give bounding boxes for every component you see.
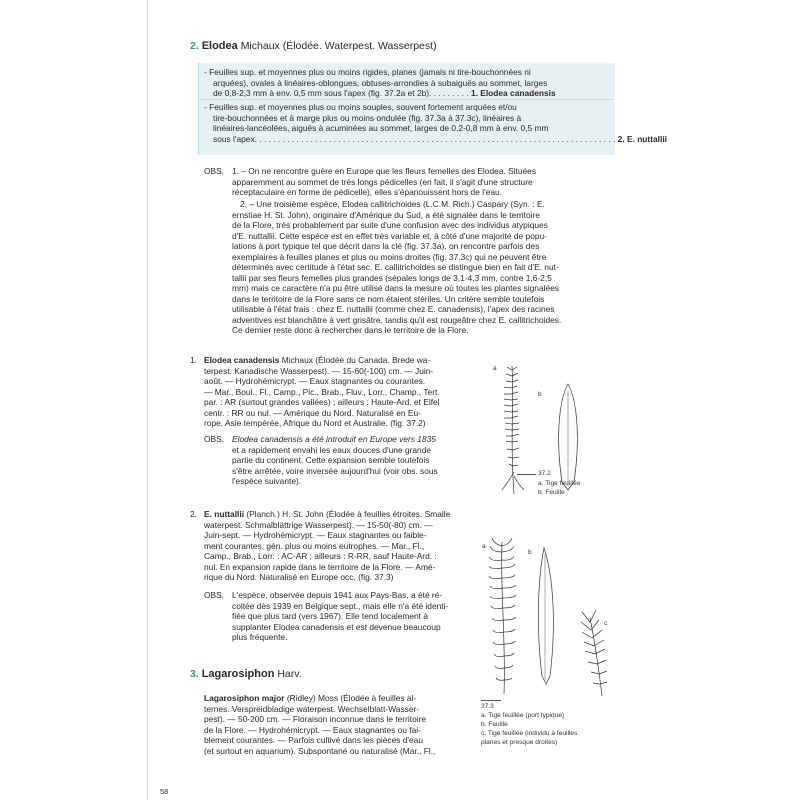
figure-caption: b. Feuille xyxy=(481,721,508,728)
section-number: 2. xyxy=(190,40,199,52)
species-number: 2. xyxy=(190,509,197,519)
figure-caption: b. Feuille xyxy=(538,489,565,496)
figure-letter: c xyxy=(604,620,608,627)
obs-line: l'espèce suivante). xyxy=(232,476,302,486)
obs-line: L'espèce, observée depuis 1941 aux Pays-Bas, a été ré- xyxy=(232,590,443,600)
species-entry-line: (et surtout en aquarium). Subspontané ou naturalisé (Mar., Fl., xyxy=(204,745,436,756)
species-entry-line: Lagarosiphon major (Ridley) Moss (Élodée à feuilles al- xyxy=(204,693,417,703)
species-entry-line: waterpest. Schmalblättrige Wasserpest). — 15-50(-80) cm. — xyxy=(204,519,433,530)
obs-line: apparemment au sommet de très longs pédicelles (en fait, il s'agit d'une structure xyxy=(232,176,533,187)
species-name: Elodea canadensis xyxy=(204,355,280,365)
obs-line: déterminés avec certitude à l'état sec. E. callitrichoides se distingue bien en fait d'E. nut- xyxy=(232,262,559,272)
species-entry-line: E. nuttallii (Planch.) H. St. John (Élodée à feuilles étroites. Smalle xyxy=(204,509,451,519)
obs-label: OBS. xyxy=(204,166,225,176)
obs-line: fiée que plus tard (vers 1967). Elle tend localement à xyxy=(232,611,428,621)
species-entry-line: ternes. Verspreidbladige waterpest. Wechselblatt-Wasser- xyxy=(204,703,420,714)
figure-caption: a. Tige feuillée xyxy=(538,480,581,487)
figure-letter: b xyxy=(538,391,542,398)
obs-line: d'E. nuttallii. Cette espèce est en effet très variable et, à côté d'une majorité de popu- xyxy=(232,230,547,241)
obs-line: partie du continent. Cette expansion semble toutefois xyxy=(232,455,430,465)
section-heading-elodea xyxy=(190,40,437,53)
species-number: 1. xyxy=(190,355,197,365)
species-entry-line: nul. En expansion rapide dans le territoire de la Flore. — Amé- xyxy=(204,561,436,572)
key-b-line: linéaires-lancéolées, aiguës à acuminées au sommet, larges de 0,2-0,8 mm à env. 0,5 mm xyxy=(213,123,549,133)
obs-line: 1. – On ne rencontre guère en Europe que les fleurs femelles des Elodea. Situées xyxy=(232,166,537,176)
species-entry-line: par. : AR (surtout grandes vallées) ; ailleurs : Haute-Ard. et Eifel xyxy=(204,397,440,407)
key-b-line: - Feuilles sup. et moyennes plus ou moins souples, souvent fortement arquées et/ou xyxy=(204,102,517,112)
page-number: 58 xyxy=(160,787,169,796)
obs-line: utilisable à l'état frais : chez E. nuttallii (comme chez E. canadensis), l'apex des racines xyxy=(232,304,555,314)
obs-line: mm) mais ce caractère n'a pu être utilisé dans la mesure où toutes les plantes signalées xyxy=(232,283,559,293)
species-entry-line: août. — Hydrohémicrypt. — Eaux stagnantes ou courantes. xyxy=(204,376,426,386)
obs-line: coltée dès 1939 en Belgique sept., mais elle n'a été identi- xyxy=(232,600,449,611)
figure-rule xyxy=(481,700,501,701)
obs-line: lations à port typique tel que décrit dans la clé (fig. 37.3a), on rencontre parfois des xyxy=(232,241,540,251)
genus-authority: Harv. xyxy=(277,668,302,680)
obs-line: 2. – Une troisième espèce, Elodea callitrichoides (L.C.M. Rich.) Caspary (Syn. : E. xyxy=(240,199,545,209)
species-entry-line: blement courantes. — Parfois cultivé dans les pièces d'eau xyxy=(204,735,424,745)
figure-letter: b xyxy=(528,549,532,556)
figure-letter: a xyxy=(482,543,486,550)
species-entry-line: Juin-sept. — Hydrohémicrypt. — Eaux stagnantes ou faible- xyxy=(204,530,427,540)
stem-leaves xyxy=(504,367,519,466)
species-entry-line: rique du Nord. Naturalisé en Europe occ. (fig. 37.3) xyxy=(204,572,394,582)
obs-line: plus fréquente. xyxy=(232,632,288,642)
key-a-line: de 0,8-2,3 mm à env. 0,5 mm sous l'apex (fig. 37.2a et 2b). . . . . . . . . 1. Elodea canadensis xyxy=(213,88,556,98)
figure-37-3-illustration xyxy=(478,538,628,700)
obs-line: ernstiae H. St. John), originaire d'Amérique du Sud, a été signalée dans le territoire xyxy=(232,209,540,220)
key-b-line: sous l'apex. . . . . . . . . . . . . . . . . . . . . . . . . . . . . . . . . . . . . . . . . . . . . . . . . . . . . . . . . . . . . . . . . . . . . . . . . . . . . . 2. E. nuttallii xyxy=(213,133,667,144)
genus-authority: Michaux (Élodée. Waterpest. Wasserpest) xyxy=(240,40,437,52)
obs-label: OBS. xyxy=(204,590,225,600)
species-entry-line: ment courantes, gén. plus ou moins eutrophes. — Mar., Fl., xyxy=(204,540,425,551)
species-entry-line: rope, Asie tempérée, Afrique du Nord et Australie. (fig. 37.2) xyxy=(204,418,426,428)
species-entry-line: Camp., Brab., Lorr. : AC-AR ; ailleurs : R-RR, sauf Haute-Ard. : xyxy=(204,551,437,561)
species-entry-line: terpest. Kanadische Wasserpest). — 15-60(-100) cm. — Juin- xyxy=(204,365,434,376)
genus-name: Lagarosiphon xyxy=(201,668,275,680)
key-b-line: tire-bouchonnées et à marge plus ou moins ondulée (fig. 37.3a à 37.3c), linéaires à xyxy=(213,112,522,123)
species-entry-line: Elodea canadensis Michaux (Élodée du Canada. Brede wa- xyxy=(204,355,431,365)
figure-rule xyxy=(517,474,536,475)
species-entry-line: de la Flore. — Hydrohémicrypt. — Eaux stagnantes ou fai- xyxy=(204,724,421,735)
key-divider xyxy=(200,99,613,100)
key-a-line: arquées), ovales à linéaires-oblongues, obtuses-arrondies à subaiguës au sommet, larges xyxy=(213,77,548,88)
figure-caption: planes et presque droites) xyxy=(481,739,558,746)
page-gutter-line xyxy=(147,0,148,800)
figure-number: 37.2 xyxy=(538,470,551,477)
obs-line: de la Flore, très probablement par suite d'une confusion avec des individus atypiques xyxy=(232,220,548,230)
obs-line: Elodea canadensis a été introduit en Europe vers 1835 xyxy=(232,434,436,444)
obs-line: exemplaires à feuilles planes et plus ou moins droites (fig. 37.3c) qui ne peuvent être xyxy=(232,251,547,262)
obs-label: OBS. xyxy=(204,434,225,444)
species-name: E. nuttallii xyxy=(204,509,245,519)
obs-line: Ce dernier reste donc à rechercher dans le territoire de la Flore. xyxy=(232,325,469,335)
section-number: 3. xyxy=(190,668,199,680)
obs-line: et a rapidement envahi les eaux douces d'une grande xyxy=(232,444,432,455)
species-name: Lagarosiphon major xyxy=(204,693,285,703)
obs-line: dans le territoire de la Flore sans ce nom étaient stériles. Un critère semble toutefois xyxy=(232,293,545,304)
figure-letter: a xyxy=(493,365,497,372)
obs-line: supplanter Elodea canadensis et est devenue beaucoup xyxy=(232,621,441,632)
figure-caption: a. Tige feuillée (port typique) xyxy=(481,712,565,719)
species-entry-line: centr. : RR ou nul. — Amérique du Nord. Naturalisé en Eu- xyxy=(204,407,421,418)
obs-line: adventives est blanchâtre à vert grisâtre, tandis qu'il est rougeâtre chez E. callitrichoides. xyxy=(232,314,562,325)
key-a-line: - Feuilles sup. et moyennes plus ou moins rigides, planes (jamais ni tire-bouchonnées ni xyxy=(204,67,531,77)
species-entry-line: — Mar., Boul., Fl., Camp., Pic., Brab., Fluv., Lorr., Champ., Tert. xyxy=(204,386,440,397)
obs-line: s'être arrêtée, voire inversée aujourd'hui (voir obs. sous xyxy=(232,465,438,476)
section-heading-lagarosiphon xyxy=(190,668,302,681)
key-a-result: 1. Elodea canadensis xyxy=(470,88,556,98)
key-b-result: 2. E. nuttallii xyxy=(617,133,667,144)
genus-name: Elodea xyxy=(201,40,238,52)
figure-caption: c. Tige feuillée (individu à feuilles xyxy=(481,730,578,737)
figure-number: 37.3 xyxy=(481,703,494,710)
species-entry-line: pest). — 50-200 cm. — Floraison inconnue dans le territoire xyxy=(204,714,427,724)
obs-line: tallii par ses fleurs femelles plus grandes (sépales longs de 3,1-4,3 mm, contre 1,6-2,5 xyxy=(232,272,552,283)
obs-line: réceptaculaire en forme de pédicelle), elles s'épanouissent hors de l'eau. xyxy=(232,187,502,197)
